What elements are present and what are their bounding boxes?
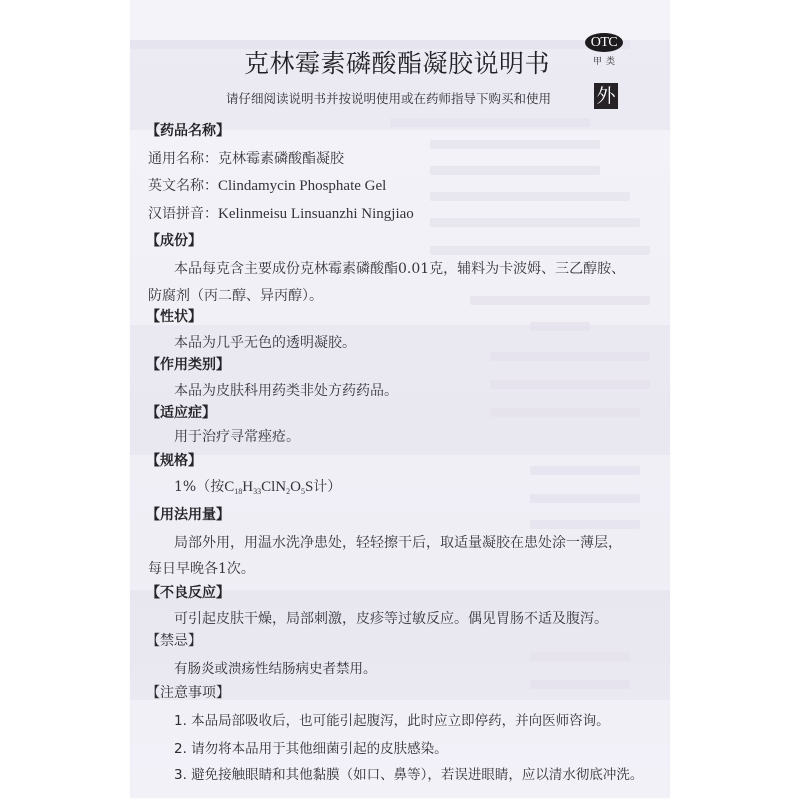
- show-through-text: [490, 352, 650, 361]
- show-through-text: [490, 380, 650, 389]
- show-through-text: [430, 218, 640, 227]
- show-through-text: [430, 192, 630, 201]
- generic-name-value: 克林霉素磷酸酯凝胶: [218, 151, 344, 167]
- english-name-row: [148, 175, 386, 195]
- section-header-indications: 【适应症】: [146, 405, 216, 421]
- specification-text: 1%（按$C_{18}H_{33}ClN_2O_5S$计）: [174, 479, 342, 496]
- show-through-text: [430, 140, 600, 149]
- show-through-text: [430, 246, 650, 255]
- show-through-text: [530, 466, 640, 475]
- show-through-text: [430, 166, 600, 175]
- pinyin-name-row: [148, 203, 414, 223]
- generic-name-label: 通用名称：: [148, 151, 218, 167]
- adverse-reactions-text: 可引起皮肤干燥，局部刺激，皮疹等过敏反应。偶见胃肠不适及腹泻。: [174, 611, 608, 627]
- usage-advisory: 请仔细阅读说明书并按说明使用或在药师指导下购买和使用: [226, 91, 552, 106]
- package-insert-page: [130, 0, 670, 798]
- ingredients-text-line-1: 本品每克含主要成份克林霉素磷酸酯0.01克，辅料为卡波姆、三乙醇胺、: [174, 261, 626, 277]
- precaution-item: 2. 请勿将本品用于其他细菌引起的皮肤感染。: [174, 741, 448, 757]
- generic-name-row: [148, 148, 344, 168]
- english-name-value: Clindamycin Phosphate Gel: [218, 178, 387, 194]
- section-header-dosage: 【用法用量】: [146, 507, 230, 523]
- section-header-adverse-reactions: 【不良反应】: [146, 585, 230, 601]
- category-text: 本品为皮肤科用药类非处方药药品。: [174, 383, 398, 399]
- section-header-specification: 【规格】: [146, 453, 202, 469]
- pinyin-name-value: Kelinmeisu Linsuanzhi Ningjiao: [218, 206, 414, 222]
- precaution-item: 3. 避免接触眼睛和其他黏膜（如口、鼻等），若误进眼睛，应以清水彻底冲洗。: [174, 767, 644, 783]
- show-through-text: [530, 520, 640, 529]
- section-header-precautions: 【注意事项】: [146, 685, 230, 701]
- molecular-formula: $C_{18}H_{33}ClN_2O_5S$: [224, 479, 314, 496]
- show-through-text: [390, 118, 590, 127]
- section-header-appearance: 【性状】: [146, 309, 202, 325]
- section-header-ingredients: 【成份】: [146, 233, 202, 249]
- external-use-badge: 外: [594, 83, 618, 109]
- document-title: 克林霉素磷酸酯凝胶说明书: [244, 49, 551, 78]
- section-header-category: 【作用类别】: [146, 357, 230, 373]
- contraindications-text: 有肠炎或溃疡性结肠病史者禁用。: [174, 661, 377, 677]
- show-through-text: [530, 680, 630, 689]
- english-name-label: 英文名称：: [148, 178, 218, 194]
- show-through-text: [530, 652, 630, 661]
- appearance-text: 本品为几乎无色的透明凝胶。: [174, 335, 356, 351]
- show-through-text: [530, 322, 590, 331]
- otc-badge: OTC: [585, 33, 623, 52]
- show-through-text: [470, 296, 650, 305]
- ingredients-text-line-2: 防腐剂（丙二醇、异丙醇）。: [148, 288, 323, 304]
- show-through-text: [490, 408, 640, 417]
- pinyin-name-label: 汉语拼音：: [148, 206, 218, 222]
- dosage-text-line-2: 每日早晚各1次。: [148, 561, 255, 577]
- section-header-contraindications: 【禁忌】: [146, 633, 202, 649]
- indications-text: 用于治疗寻常痤疮。: [174, 429, 300, 445]
- otc-class-label: 甲类: [593, 57, 620, 67]
- section-header-drug-name: 【药品名称】: [146, 123, 230, 139]
- show-through-text: [530, 494, 640, 503]
- dosage-text-line-1: 局部外用，用温水洗净患处，轻轻擦干后，取适量凝胶在患处涂一薄层，: [174, 535, 622, 551]
- precaution-item: 1. 本品局部吸收后，也可能引起腹泻，此时应立即停药，并向医师咨询。: [174, 713, 610, 729]
